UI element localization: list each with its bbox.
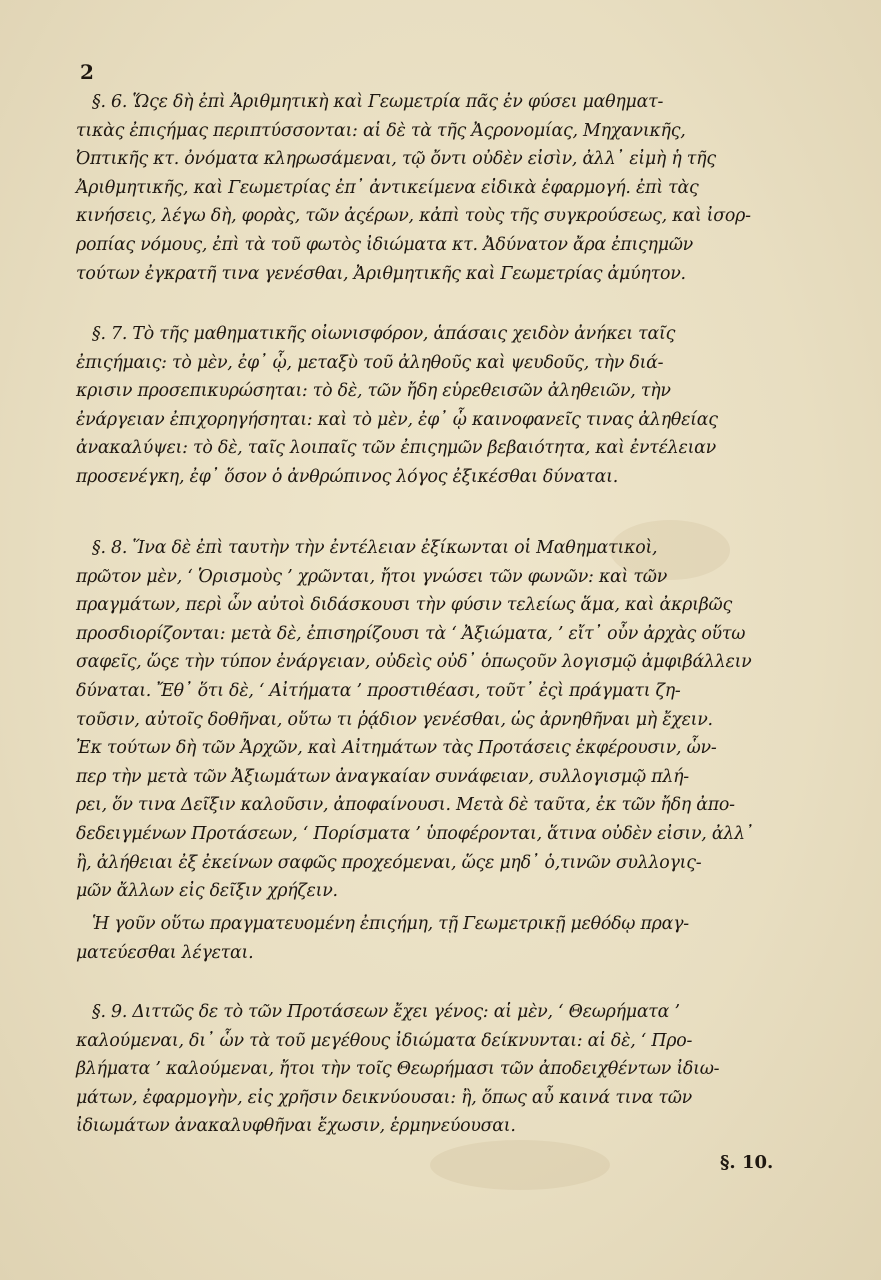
text-line: τοῦσιν, αὐτοῖς δοθῆναι, οὕτω τι ῥᾴδιον γενέσθαι, ὡς ἀρνηθῆναι μὴ ἔχειν.	[76, 709, 713, 730]
text-line: κρισιν προσεπικυρώσηται: τὸ δὲ, τῶν ἤδη εὑρεθεισῶν ἀληθειῶν, τὴν	[76, 381, 671, 402]
paper-stain	[430, 1140, 610, 1190]
section-8-paragraph	[76, 534, 822, 906]
text-line: μάτων, ἐφαρμογὴν, εἰς χρῆσιν δεικνύουσαι: ἢ, ὅπως αὖ καινά τινα τῶν	[76, 1087, 692, 1108]
text-line: §. 7. Τὸ τῆς μαθηματικῆς οἰωνισφόρον, ἁπάσαις χειδὸν ἀνήκει ταῖς	[92, 324, 676, 344]
section-9-paragraph	[76, 998, 822, 1141]
text-line: ἀνακαλύψει: τὸ δὲ, ταῖς λοιπαῖς τῶν ἐπιςημῶν βεβαιότητα, καὶ ἐντέλειαν	[76, 438, 716, 459]
text-line: §. 9. Διττῶς δε τὸ τῶν Προτάσεων ἔχει γένος: αἱ μὲν, ‘ Θεωρήματα ’	[92, 1002, 680, 1022]
text-line: δεδειγμένων Προτάσεων, ‘ Πορίσματα ’ ὑποφέρονται, ἅτινα οὐδὲν εἰσιν, ἀλλ᾽	[76, 823, 754, 844]
text-line: ἐνάργειαν ἐπιχορηγήσηται: καὶ τὸ μὲν, ἐφ᾽ ᾧ καινοφανεῖς τινας ἀληθείας	[76, 409, 718, 430]
section-6-paragraph	[76, 88, 822, 288]
text-line: σαφεῖς, ὥςε τὴν τύπον ἐνάργειαν, οὐδεὶς οὐδ᾽ ὁπωςοῦν λογισμῷ ἀμφιβάλλειν	[76, 652, 752, 673]
text-line: ρει, ὅν τινα Δεῖξιν καλοῦσιν, ἀποφαίνουσι. Μετὰ δὲ ταῦτα, ἐκ τῶν ἤδη ἀπο-	[76, 795, 735, 816]
text-line: Ἀριθμητικῆς, καὶ Γεωμετρίας ἐπ᾽ ἀντικείμενα εἰδικὰ ἐφαρμογή. ἐπὶ τὰς	[76, 177, 699, 198]
text-line: δύναται. Ἔθ᾽ ὅτι δὲ, ‘ Αἰτήματα ’ προστιθέασι, τοῦτ᾽ ἐςὶ πράγματι ζη-	[76, 680, 681, 701]
text-line: §. 8. Ἵνα δὲ ἐπὶ ταυτὴν τὴν ἐντέλειαν ἐξίκωνται οἱ Μαθηματικοὶ,	[92, 538, 658, 558]
text-line: ματεύεσθαι λέγεται.	[76, 942, 254, 963]
text-line: περ τὴν μετὰ τῶν Ἀξιωμάτων ἀναγκαίαν συνάφειαν, συλλογισμῷ πλή-	[76, 766, 689, 787]
text-line: ἰδιωμάτων ἀνακαλυφθῆναι ἔχωσιν, ἑρμηνεύουσαι.	[76, 1116, 516, 1137]
text-line: ἐπιςήμαις: τὸ μὲν, ἐφ᾽ ᾧ, μεταξὺ τοῦ ἀληθοῦς καὶ ψευδοῦς, τὴν διά-	[76, 352, 664, 373]
text-line: Ἡ γοῦν οὕτω πραγματευομένη ἐπιςήμη, τῇ Γεωμετρικῇ μεθόδῳ πραγ-	[92, 914, 689, 934]
text-line: §. 6. Ὥςε δὴ ἐπὶ Ἀριθμητικὴ καὶ Γεωμετρία πᾶς ἐν φύσει μαθηματ-	[92, 92, 664, 112]
text-line: προσενέγκη, ἐφ᾽ ὅσον ὁ ἀνθρώπινος λόγος ἐξικέσθαι δύναται.	[76, 466, 618, 487]
section-8-conclusion-paragraph	[76, 910, 822, 967]
text-line: μῶν ἄλλων εἰς δεῖξιν χρήζειν.	[76, 881, 338, 902]
text-line: ἢ, ἀλήθειαι ἐξ ἐκείνων σαφῶς προχεόμεναι, ὥςε μηδ᾽ ὁ,τινῶν συλλογις-	[76, 852, 702, 873]
text-line: Ὀπτικῆς κτ. ὀνόματα κληρωσάμεναι, τῷ ὄντι οὐδὲν εἰσὶν, ἀλλ᾽ εἰμὴ ἡ τῆς	[76, 149, 716, 170]
text-line: ροπίας νόμους, ἐπὶ τὰ τοῦ φωτὸς ἰδιώματα κτ. Ἀδύνατον ἄρα ἐπιςημῶν	[76, 234, 693, 255]
catchword: §. 10.	[720, 1152, 774, 1173]
text-line: βλήματα ’ καλούμεναι, ἤτοι τὴν τοῖς Θεωρήμασι τῶν ἀποδειχθέντων ἰδιω-	[76, 1059, 720, 1080]
text-line: καλούμεναι, δι᾽ ὧν τὰ τοῦ μεγέθους ἰδιώματα δείκνυνται: αἱ δὲ, ‘ Προ-	[76, 1030, 693, 1051]
text-line: πρῶτον μὲν, ‘ Ὁρισμοὺς ’ χρῶνται, ἤτοι γνώσει τῶν φωνῶν: καὶ τῶν	[76, 566, 668, 587]
text-line: Ἐκ τούτων δὴ τῶν Ἀρχῶν, καὶ Αἰτημάτων τὰς Προτάσεις ἐκφέρουσιν, ὧν-	[76, 738, 717, 759]
text-line: τικὰς ἐπιςήμας περιπτύσσονται: αἱ δὲ τὰ τῆς Ἀςρονομίας, Μηχανικῆς,	[76, 120, 686, 141]
text-line: προσδιορίζονται: μετὰ δὲ, ἐπισηρίζουσι τὰ ‘ Ἀξιώματα, ’ εἴτ᾽ οὖν ἀρχὰς οὕτω	[76, 623, 746, 644]
text-line: τούτων ἐγκρατῆ τινα γενέσθαι, Ἀριθμητικῆς καὶ Γεωμετρίας ἀμύητον.	[76, 263, 686, 284]
text-line: πραγμάτων, περὶ ὧν αὐτοὶ διδάσκουσι τὴν φύσιν τελείως ἅμα, καὶ ἀκριβῶς	[76, 595, 732, 616]
section-7-paragraph	[76, 320, 822, 492]
text-line: κινήσεις, λέγω δὴ, φορὰς, τῶν ἀςέρων, κἀπὶ τοὺς τῆς συγκρούσεως, καὶ ἰσορ-	[76, 206, 751, 227]
page-number: 2	[80, 60, 94, 84]
